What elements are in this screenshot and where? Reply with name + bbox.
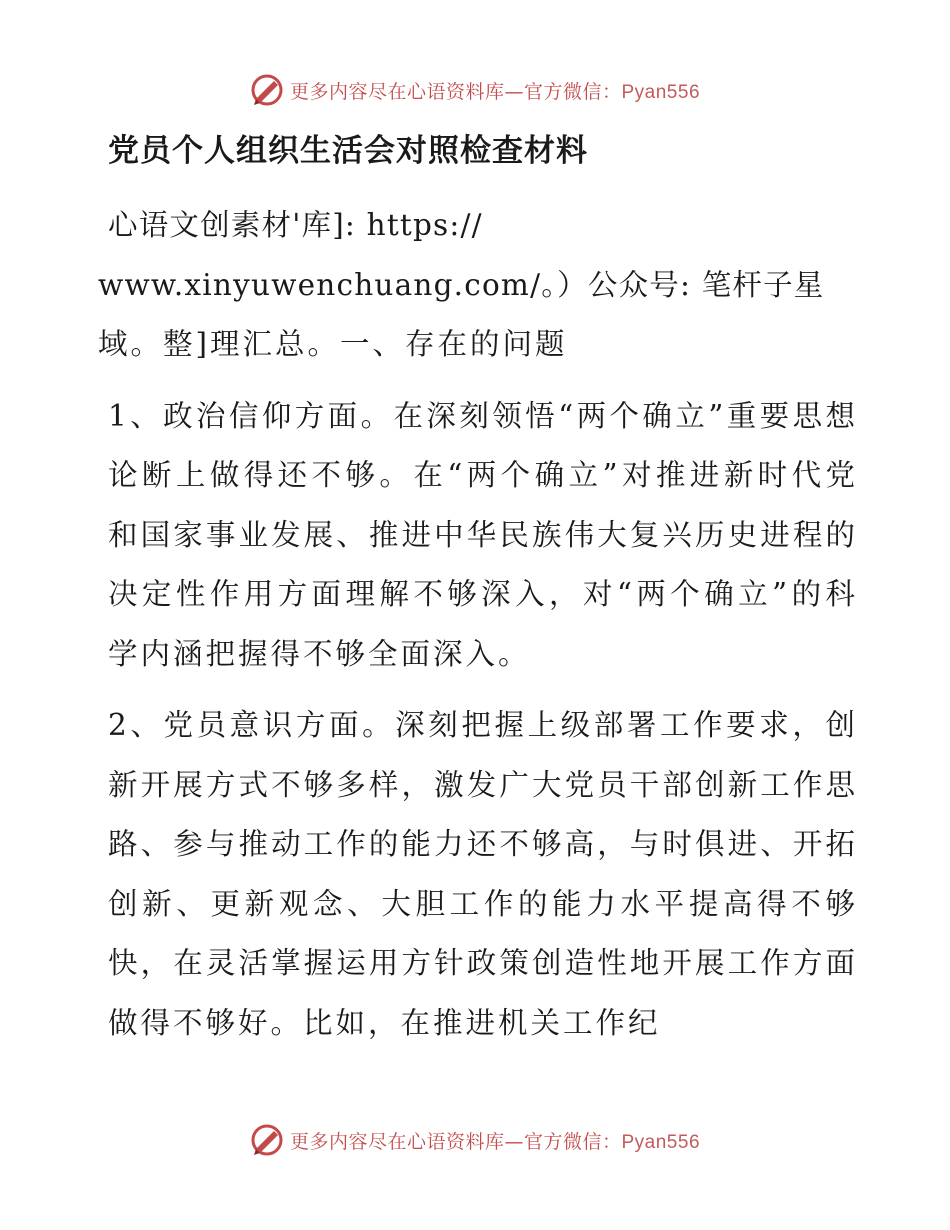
intro-line-1: 心语文创素材'库]: https:// [108,208,483,242]
paragraph-political-belief: 1、政治信仰方面。在深刻领悟“两个确立”重要思想论断上做得还不够。在“两个确立”对推进新时代党和国家事业发展、推进中华民族伟大复兴历史进程的决定性作用方面理解不够深入，对“两个确立”的科学内涵把握得不够全面深入。 [108,398,858,671]
document-title: 党员个人组织生活会对照检查材料 [108,133,588,169]
watermark-text: 更多内容尽在心语资料库—官方微信：Pyan556 [289,80,701,103]
watermark-header [0,68,950,112]
pen-logo-icon [250,73,284,107]
paragraph-party-awareness: 2、党员意识方面。深刻把握上级部署工作要求，创新开展方式不够多样，激发广大党员干部创新工作思路、参与推动工作的能力还不够高，与时俱进、开拓创新、更新观念、大胆工作的能力水平提高得不够快，在灵活掌握运用方针政策创造性地开展工作方面做得不够好。比如，在推进机关工作纪 [108,708,858,1040]
intro-line-3: 域。整]理汇总。一、存在的问题 [98,327,568,361]
pen-logo-icon [250,1123,284,1157]
wechat-id: Pyan556 [621,1131,701,1153]
intro-line-2: www.xinyuwenchuang.com/。）公众号: 笔杆子星 [98,267,825,302]
watermark-text: 更多内容尽在心语资料库—官方微信：Pyan556 [289,1130,701,1153]
watermark-footer [0,1118,950,1162]
wechat-id: Pyan556 [621,81,701,103]
document-body [98,122,858,1053]
